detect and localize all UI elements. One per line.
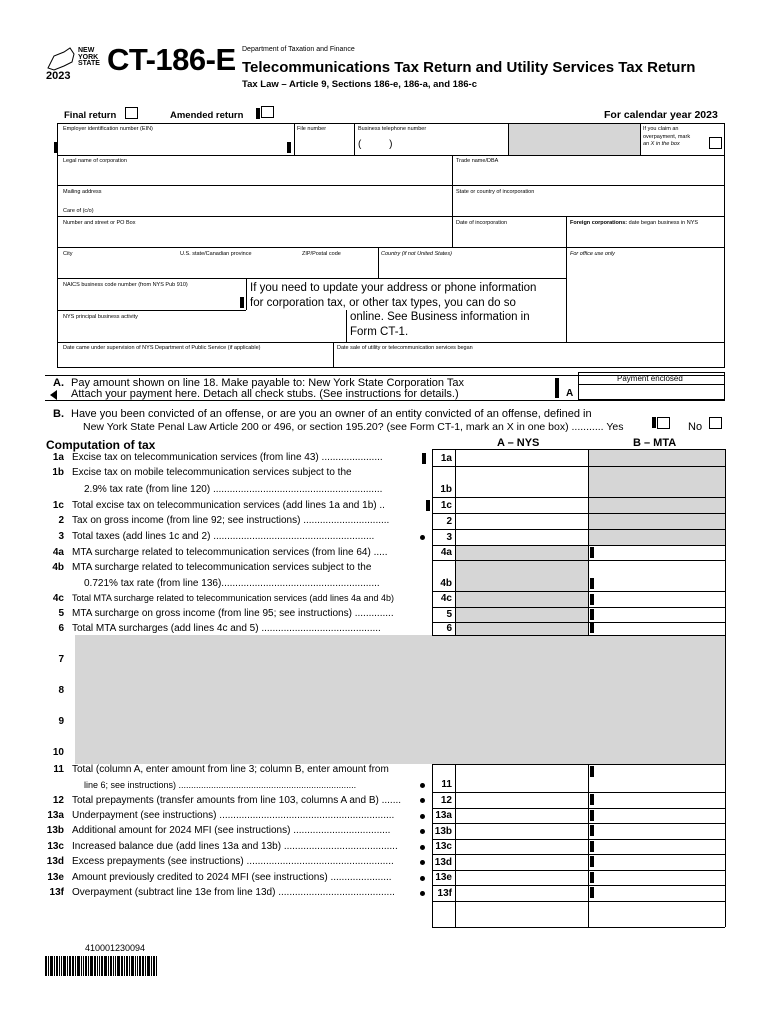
date-incorp-label: Date of incorporation — [456, 220, 508, 226]
line-b-text-2: New York State Penal Law Article 200 or 496, or section 195.20? (see Form CT-1, mark an X in one box) ........... Yes — [83, 421, 624, 433]
calendar-year: For calendar year 2023 — [604, 109, 718, 121]
line-1a-col-a-input[interactable] — [456, 450, 587, 465]
barcode — [45, 956, 158, 976]
phone-area-code: ( ) — [358, 139, 393, 150]
state-incorp-label: State or country of incorporation — [456, 189, 535, 195]
form-code: 410001230094 — [85, 943, 146, 953]
line-6-col-b-input[interactable] — [595, 623, 724, 634]
line-a-text-2: Attach your payment here. Detach all check stubs. (See instructions for details.) — [71, 388, 459, 400]
file-number-label: File number — [297, 126, 327, 132]
trade-name-label: Trade name/DBA — [456, 158, 499, 164]
payment-enclosed-label: Payment enclosed — [617, 374, 683, 383]
form-title: Telecommunications Tax Return and Utility Services Tax Return — [242, 59, 696, 76]
overpayment-note: If you claim an overpayment, mark an X in the box — [643, 126, 691, 147]
street-label: Number and street or PO Box — [63, 220, 136, 226]
line-b-label: B. — [53, 408, 64, 420]
form-year: 2023 — [46, 70, 71, 82]
update-info-notice: If you need to update your address or phone information for corporation tax, or other tax types, you can do so online. See Business information in Form CT-1. — [250, 282, 537, 338]
foreign-corp-label: Foreign corporations: date began business in NYS — [570, 220, 699, 226]
line-8-number: 8 — [58, 685, 64, 696]
city-label: City — [63, 251, 73, 257]
line-10-number: 10 — [52, 747, 64, 758]
no-label: No — [688, 421, 703, 433]
country-label: Country (if not United States) — [381, 251, 452, 257]
state-name: NEW YORK STATE — [78, 47, 100, 67]
blank-lines-shaded — [75, 635, 725, 764]
column-b-header: B – MTA — [633, 437, 677, 449]
department-name: Department of Taxation and Finance — [242, 46, 355, 53]
ein-input[interactable] — [60, 135, 290, 153]
date-sale-label: Date sale of utility or telecommunication services began — [337, 345, 473, 351]
file-number-input[interactable] — [296, 135, 351, 153]
form-subtitle: Tax Law – Article 9, Sections 186-e, 186-a, and 186-c — [242, 79, 477, 90]
yes-checkbox[interactable] — [657, 417, 670, 429]
no-checkbox[interactable] — [709, 417, 722, 429]
legal-name-input[interactable] — [60, 166, 450, 183]
line-11-col-a-input[interactable] — [456, 765, 587, 791]
line-a-box-letter: A — [566, 388, 574, 399]
legal-name-label: Legal name of corporation — [63, 158, 127, 164]
overpayment-checkbox[interactable] — [709, 137, 722, 149]
ein-label: Employer identification number (EIN) — [63, 126, 153, 132]
nys-logo — [44, 46, 106, 80]
nys-activity-label: NYS principal business activity — [63, 314, 138, 320]
zip-label: ZIP/Postal code — [302, 251, 341, 257]
phone-label: Business telephone number — [358, 126, 427, 132]
naics-label: NAICS business code number (from NYS Pub 910) — [63, 282, 188, 288]
line-7-number: 7 — [58, 654, 64, 665]
state-province-label: U.S. state/Canadian province — [180, 251, 252, 257]
mailing-address-label: Mailing address — [63, 189, 102, 195]
line-9-number: 9 — [58, 716, 64, 727]
arrow-left-icon — [50, 390, 57, 400]
date-supervision-label: Date came under supervision of NYS Department of Public Service (if applicable) — [63, 345, 261, 351]
care-of-label: Care of (c/o) — [63, 208, 94, 214]
line-13f-col-a-input[interactable] — [456, 886, 587, 900]
office-use-label: For office use only — [570, 251, 615, 257]
line-b-text-1: Have you been convicted of an offense, or are you an owner of an entity convicted of an offense, defined in — [71, 408, 592, 420]
amended-return-label: Amended return — [170, 110, 244, 121]
amended-marker — [256, 108, 260, 119]
final-return-label: Final return — [64, 110, 117, 121]
line-a-text-1: Pay amount shown on line 18. Make payable to: New York State Corporation Tax — [71, 377, 464, 389]
column-a-header: A – NYS — [497, 437, 540, 449]
computation-heading: Computation of tax — [46, 438, 156, 452]
final-return-checkbox[interactable] — [125, 107, 138, 119]
form-number: CT-186-E — [107, 42, 236, 77]
line-a-label: A. — [53, 377, 64, 389]
amended-return-checkbox[interactable] — [261, 106, 274, 118]
line-3-col-a-input[interactable] — [456, 530, 587, 544]
